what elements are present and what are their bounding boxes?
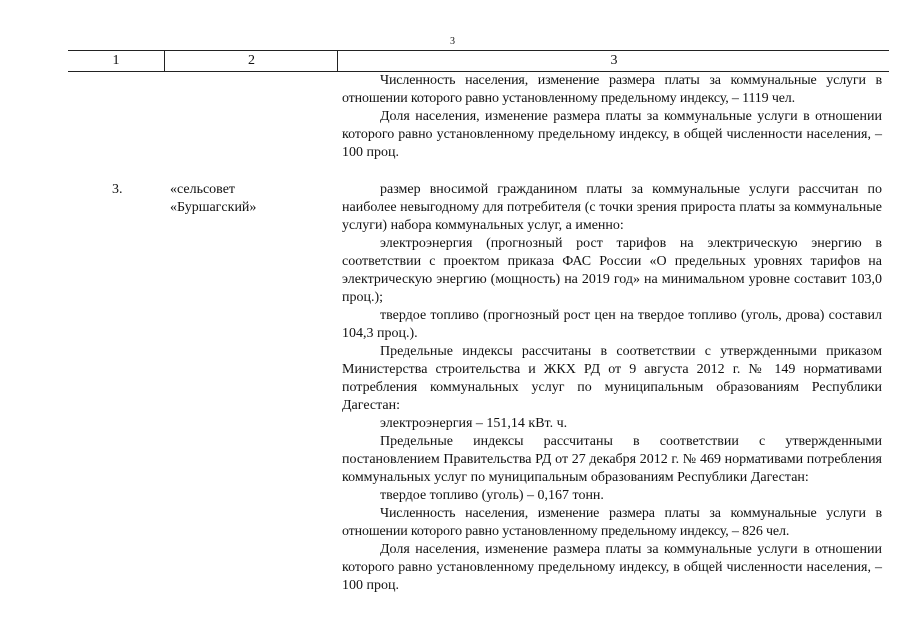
paragraph-electricity-growth: электроэнергия (прогнозный рост тарифов на электрическую энергию в соответствии с проектом приказа ФАС России «О предельных уровнях тарифов на электрическую энергию (мощность) на 2019 год» на минимальном уровне составит 103,0 проц.); [342,236,882,305]
paragraph-solid-fuel-growth: твердое топливо (прогнозный рост цен на твердое топливо (уголь, дрова) составил 104,3 проц.). [342,308,882,341]
paragraph-population-count: Численность населения, изменение размера платы за коммунальные услуги в отношении которого равно установленному предельному индексу, – 1119 чел. [342,73,882,106]
paragraph-payment-basis: размер вносимой гражданином платы за коммунальные услуги рассчитан по наиболее невыгодному для потребителя (с точки зрения прироста платы за коммунальные услуги) набора коммунальных услуг, а именно: [342,182,882,233]
paragraph-indices-resolution-469: Предельные индексы рассчитаны в соответствии с утвержденными постановлением Правительства РД от 27 декабря 2012 г. № 469 нормативами потребления коммунальных услуг по муниципальным образованиям Республики Дагестан: [342,434,882,485]
row-description-cell [342,181,882,595]
paragraph-population-count: Численность населения, изменение размера платы за коммунальные услуги в отношении которого равно установленному предельному индексу, – 826 чел. [342,506,882,539]
paragraph-solid-fuel-norm: твердое топливо (уголь) – 0,167 тонн. [380,488,604,503]
continued-cell-text [342,72,882,162]
paragraph-electricity-norm: электроэнергия – 151,14 кВт. ч. [380,416,568,431]
row-municipality-name [170,181,256,217]
municipality-name-line-2: «Буршагский» [170,200,257,215]
paragraph-population-share: Доля населения, изменение размера платы за коммунальные услуги в отношении которого равно установленному предельному индексу, в общей численности населения, – 100 проц. [342,542,882,593]
municipality-name-line-1: «сельсовет [170,182,236,197]
row-number: 3. [112,182,123,197]
header-col-2: 2 [164,51,338,71]
paragraph-indices-order-149: Предельные индексы рассчитаны в соответствии с утвержденными приказом Министерства строительства и ЖКХ РД от 9 августа 2012 г. № 149 нормативами потребления коммунальных услуг по муниципальным образованиям Республики Дагестан: [342,344,882,413]
table-header-row [68,50,889,72]
page-number: 3 [450,36,455,47]
header-col-3: 3 [337,51,890,71]
paragraph-population-share: Доля населения, изменение размера платы за коммунальные услуги в отношении которого равно установленному предельному индексу, в общей численности населения, – 100 проц. [342,109,882,160]
header-col-1: 1 [112,53,120,68]
